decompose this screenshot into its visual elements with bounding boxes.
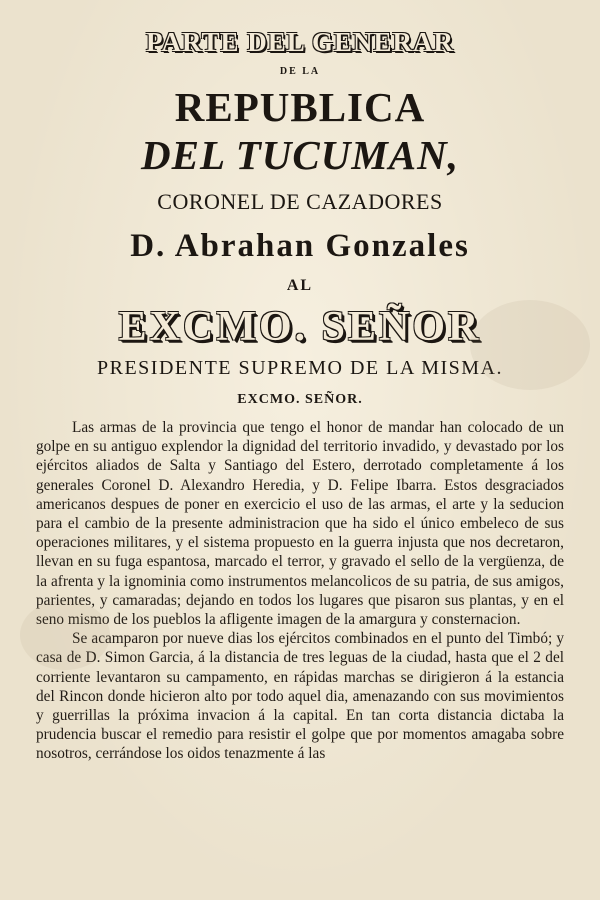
- title-line-6: D. Abrahan Gonzales: [130, 228, 470, 264]
- paper-stain: [470, 300, 590, 390]
- title-line-3: REPUBLICA: [174, 84, 426, 130]
- paragraph: Las armas de la provincia que tengo el honor de mandar han colocado de un golpe en su antiguo explendor la dignidad del territorio invadido, y devastado por los ejércitos aliados de Salta y Santiago del Estero, derrotado completamente á los generales Coronel D. Alexandro Heredia, y D. Felipe Ibarra. Estos desgraciados americanos despues de poner en exercicio el uso de las armas, el arte y la seducion para el cambio de la presente administracion que ha sido el único embeleco de sus operaciones militares, y el sistema propuesto en la guerra injusta que nos decretaron, llevan en su fuga espantosa, marcado el terror, y gravado el sello de la vergüenza, de la afrenta y la ignominia como instrumentos melancolicos de su patria, de sus amigos, parientes, y camaradas; dejando en todos los lugares que pisaron sus plantas, y en el seno mismo de los pueblos la afligente imagen de la amargura y consternacion.: [36, 419, 564, 629]
- title-line-9: PRESIDENTE SUPREMO DE LA MISMA.: [97, 357, 503, 379]
- title-line-8: EXCMO. SEÑOR: [118, 304, 482, 350]
- title-line-1: PARTE DEL GENERAR: [145, 27, 455, 57]
- title-line-4: DEL TUCUMAN,: [141, 132, 459, 178]
- title-line-2: DE LA: [279, 66, 321, 77]
- title-line-7: AL: [286, 277, 314, 294]
- paper-stain: [20, 600, 110, 670]
- salutation: EXCMO. SEÑOR.: [237, 392, 363, 407]
- document-body: [36, 418, 564, 764]
- paragraph: Se acamparon por nueve dias los ejércitos combinados en el punto del Timbó; y casa de D. Simon Garcia, á la distancia de tres leguas de la ciudad, hasta que el 2 del corriente levantaron su campamento, en rápidas marchas se dirigieron á la estancia del Rincon donde hicieron alto por todo aquel dia, amenazando con sus movimientos y guerrillas la próxima invacion á la capital. En tan corta distancia dictaba la prudencia buscar el remedio para resistir el golpe que por momentos amagaba sobre nosotros, cerrándose los oidos tenazmente á las: [36, 630, 564, 763]
- title-line-5: CORONEL DE CAZADORES: [157, 189, 443, 214]
